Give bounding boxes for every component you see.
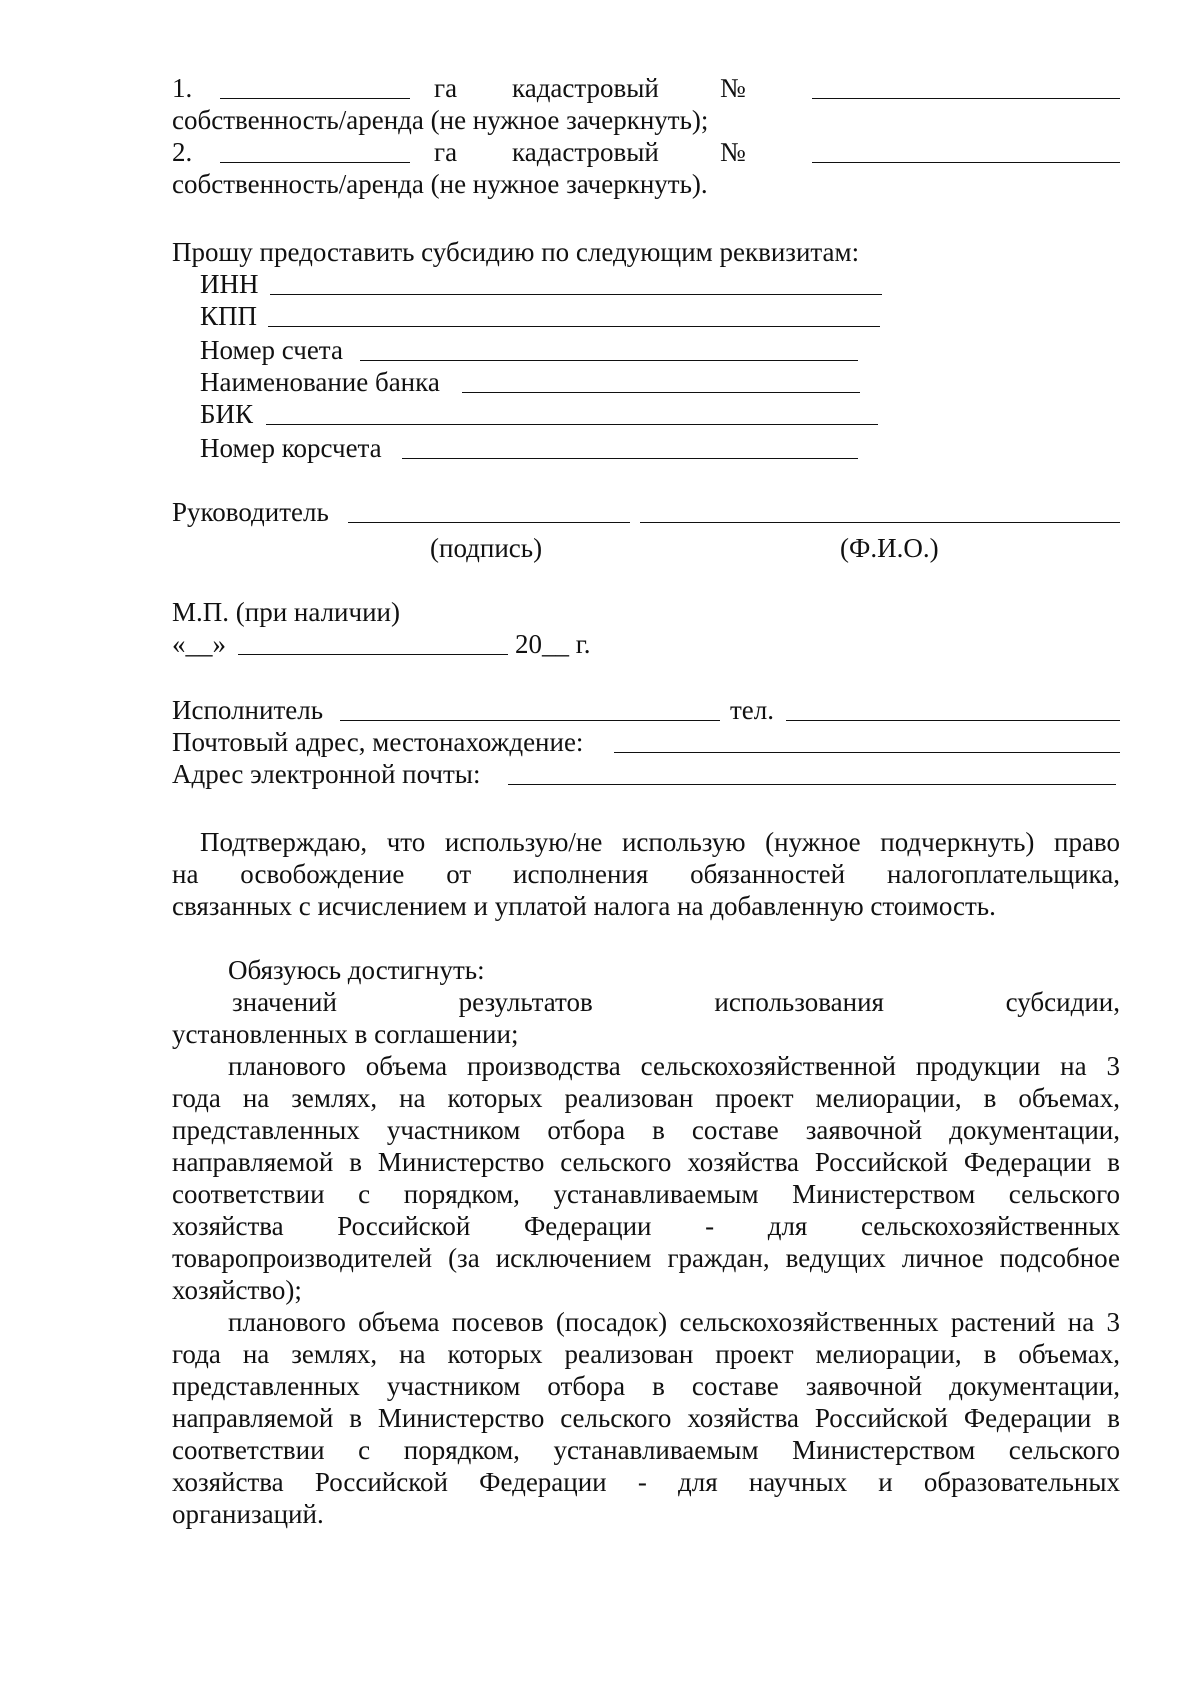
kpp-field[interactable]	[268, 325, 880, 327]
commitment-c-line-6: хозяйства Российской Федерации - для научных и образовательных	[172, 1467, 1120, 1497]
bank-field[interactable]	[462, 391, 860, 393]
commitment-c-line-4: направляемой в Министерство сельского хозяйства Российской Федерации в	[172, 1403, 1120, 1433]
plot-2-cadastral-blank[interactable]	[812, 161, 1120, 163]
head-signature-field[interactable]	[348, 521, 630, 523]
head-label: Руководитель	[172, 497, 329, 527]
commitment-b-line-1: планового объема производства сельскохозяйственной продукции на 3	[228, 1051, 1120, 1081]
vat-line-3: связанных с исчислением и уплатой налога на добавленную стоимость.	[172, 891, 996, 921]
signature-caption: (подпись)	[430, 533, 543, 563]
name-caption: (Ф.И.О.)	[840, 533, 939, 563]
corr-account-label: Номер корсчета	[200, 433, 382, 463]
phone-label: тел.	[730, 695, 775, 725]
plot-2-number: 2.	[172, 137, 193, 167]
plot-1-ha-label: га	[434, 73, 458, 103]
account-field[interactable]	[360, 359, 858, 361]
postal-field[interactable]	[614, 751, 1120, 753]
plot-1-area-blank[interactable]	[220, 97, 410, 99]
commitment-c-line-3: представленных участником отбора в составе заявочной документации,	[172, 1371, 1120, 1401]
commitment-a-line-2: установленных в соглашении;	[172, 1019, 519, 1049]
requisites-intro: Прошу предоставить субсидию по следующим реквизитам:	[172, 237, 860, 267]
date-month-field[interactable]	[238, 653, 508, 655]
corr-account-field[interactable]	[402, 457, 858, 459]
date-day: «__»	[172, 629, 226, 659]
plot-1-cadastral-blank[interactable]	[812, 97, 1120, 99]
commitment-c-line-1: планового объема посевов (посадок) сельскохозяйственных растений на 3	[228, 1307, 1120, 1337]
commitment-b-line-3: представленных участником отбора в составе заявочной документации,	[172, 1115, 1120, 1145]
vat-line-1: Подтверждаю, что использую/не использую (нужное подчеркнуть) право	[200, 827, 1120, 857]
plot-1-number: 1.	[172, 73, 193, 103]
date-year: 20__ г.	[515, 629, 591, 659]
vat-line-2: на освобождение от исполнения обязанностей налогоплательщика,	[172, 859, 1120, 889]
plot-1-number-sign: №	[720, 73, 746, 103]
head-name-field[interactable]	[640, 521, 1120, 523]
inn-field[interactable]	[270, 293, 882, 295]
email-label: Адрес электронной почты:	[172, 759, 481, 789]
plot-2-number-sign: №	[720, 137, 746, 167]
stamp-label: М.П. (при наличии)	[172, 597, 400, 627]
bank-label: Наименование банка	[200, 367, 440, 397]
commitment-b-line-7: товаропроизводителей (за исключением граждан, ведущих личное подсобное	[172, 1243, 1120, 1273]
commitment-b-line-5: соответствии с порядком, устанавливаемым Министерством сельского	[172, 1179, 1120, 1209]
bik-field[interactable]	[266, 423, 878, 425]
plot-2-ha-label: га	[434, 137, 458, 167]
account-label: Номер счета	[200, 335, 343, 365]
plot-1-ownership: собственность/аренда (не нужное зачеркнуть);	[172, 105, 709, 135]
commitment-b-line-2: года на землях, на которых реализован проект мелиорации, в объемах,	[172, 1083, 1120, 1113]
executor-field[interactable]	[340, 719, 720, 721]
commitment-c-line-5: соответствии с порядком, устанавливаемым Министерством сельского	[172, 1435, 1120, 1465]
commitment-b-line-8: хозяйство);	[172, 1275, 302, 1305]
bik-label: БИК	[200, 399, 254, 429]
postal-label: Почтовый адрес, местонахождение:	[172, 727, 584, 757]
commitments-title: Обязуюсь достигнуть:	[228, 955, 485, 985]
plot-2-ownership: собственность/аренда (не нужное зачеркнуть).	[172, 169, 708, 199]
inn-label: ИНН	[200, 269, 259, 299]
commitment-c-line-7: организаций.	[172, 1499, 324, 1529]
kpp-label: КПП	[200, 301, 258, 331]
executor-label: Исполнитель	[172, 695, 324, 725]
phone-field[interactable]	[786, 719, 1120, 721]
commitment-b-line-6: хозяйства Российской Федерации - для сельскохозяйственных	[172, 1211, 1120, 1241]
commitment-a-line-1: значений результатов использования субсидии,	[232, 987, 1120, 1017]
plot-2-area-blank[interactable]	[220, 161, 410, 163]
commitment-b-line-4: направляемой в Министерство сельского хозяйства Российской Федерации в	[172, 1147, 1120, 1177]
commitment-c-line-2: года на землях, на которых реализован проект мелиорации, в объемах,	[172, 1339, 1120, 1369]
plot-2-cadastral-label: кадастровый	[512, 137, 659, 167]
plot-1-cadastral-label: кадастровый	[512, 73, 659, 103]
email-field[interactable]	[508, 783, 1116, 785]
